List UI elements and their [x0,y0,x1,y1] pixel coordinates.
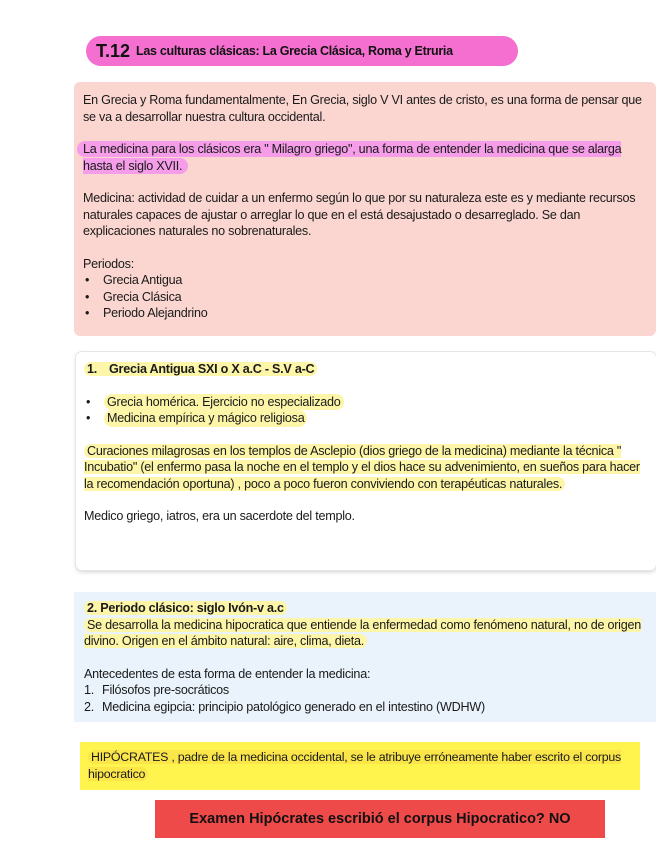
incubatio-paragraph: Curaciones milagrosas en los templos de Asclepio (dios griego de la medicina) mediante la técnica " Incubatio" (el enfermo pasa la noche en el templo y el dios hace su advenimiento, en sueños para hacer la recomendación oportuna) , poco a poco fueron conviviendo con terapéuticas naturales. [84,443,640,491]
list-item: • Grecia homérica. Ejercicio no especializado [84,394,646,411]
section-heading: 1. Grecia Antigua SXI o X a.C - S.V a-C [84,361,646,378]
bullet-icon: • [86,411,91,425]
list-item: 1. Filósofos pre-socráticos [84,683,229,697]
antecedentes-list [84,682,646,715]
section-heading: 2. Periodo clásico: siglo Ivón-v a.c [84,600,646,617]
intro-section [74,82,656,336]
bullet-icon: • [85,289,90,304]
page-title [86,36,518,66]
bullet-icon: • [86,394,91,409]
milagro-griego-highlight: La medicina para los clásicos era " Milagro griego", una forma de entender la medicina que se alarga hasta el siglo XVII. [77,141,621,174]
topic-title: Las culturas clásicas: La Grecia Clásica, Roma y Etruria [136,44,453,58]
periods-list [83,272,646,322]
hipocrates-note [80,742,640,790]
hipocratica-paragraph: Se desarrolla la medicina hipocratica que entiende la enfermedad como fenómeno natural, no de origen divino. Origen en el ámbito natural: aire, clima, dieta. [84,617,641,648]
list-item: • Periodo Alejandrino [85,306,208,320]
topic-number: T.12 [96,40,131,61]
periods-label: Periodos: [83,256,134,271]
list-item: • Grecia Antigua [85,273,183,287]
intro-paragraph-1: En Grecia y Roma fundamentalmente, En Grecia, siglo V VI antes de cristo, es una forma de pensar que se va a desarrollar nuestra cultura occidental. [83,93,642,124]
antigua-list [84,394,646,427]
hipocrates-text: HIPÓCRATES , padre de la medicina occidental, se le atribuye erróneamente haber escrito el corpus hipocratico [88,750,621,781]
medicina-definition: Medicina: actividad de cuidar a un enfermo según lo que por su naturaleza este es y mediante recursos naturales capaces de ajustar o arreglar lo que en el está desajustado o desarreglado. Se dan explicaciones naturales no sobrenaturales. [83,191,636,238]
periodo-clasico-section [74,592,656,722]
exam-callout [155,800,605,838]
intro-paragraph-2 [83,141,646,174]
list-item: • Medicina empírica y mágico religiosa [84,410,646,427]
list-item: 2. Medicina egipcia: principio patológico generado en el intestino (WDHW) [84,699,485,714]
exam-question: Examen Hipócrates escribió el corpus Hipocratico? NO [189,811,571,827]
list-item: • Grecia Clásica [85,289,182,304]
antecedentes-label: Antecedentes de esta forma de entender la medicina: [84,666,371,681]
iatros-paragraph: Medico griego, iatros, era un sacerdote del templo. [84,509,355,523]
bullet-icon: • [85,273,90,287]
bullet-icon: • [85,306,90,320]
grecia-antigua-section [76,352,656,570]
